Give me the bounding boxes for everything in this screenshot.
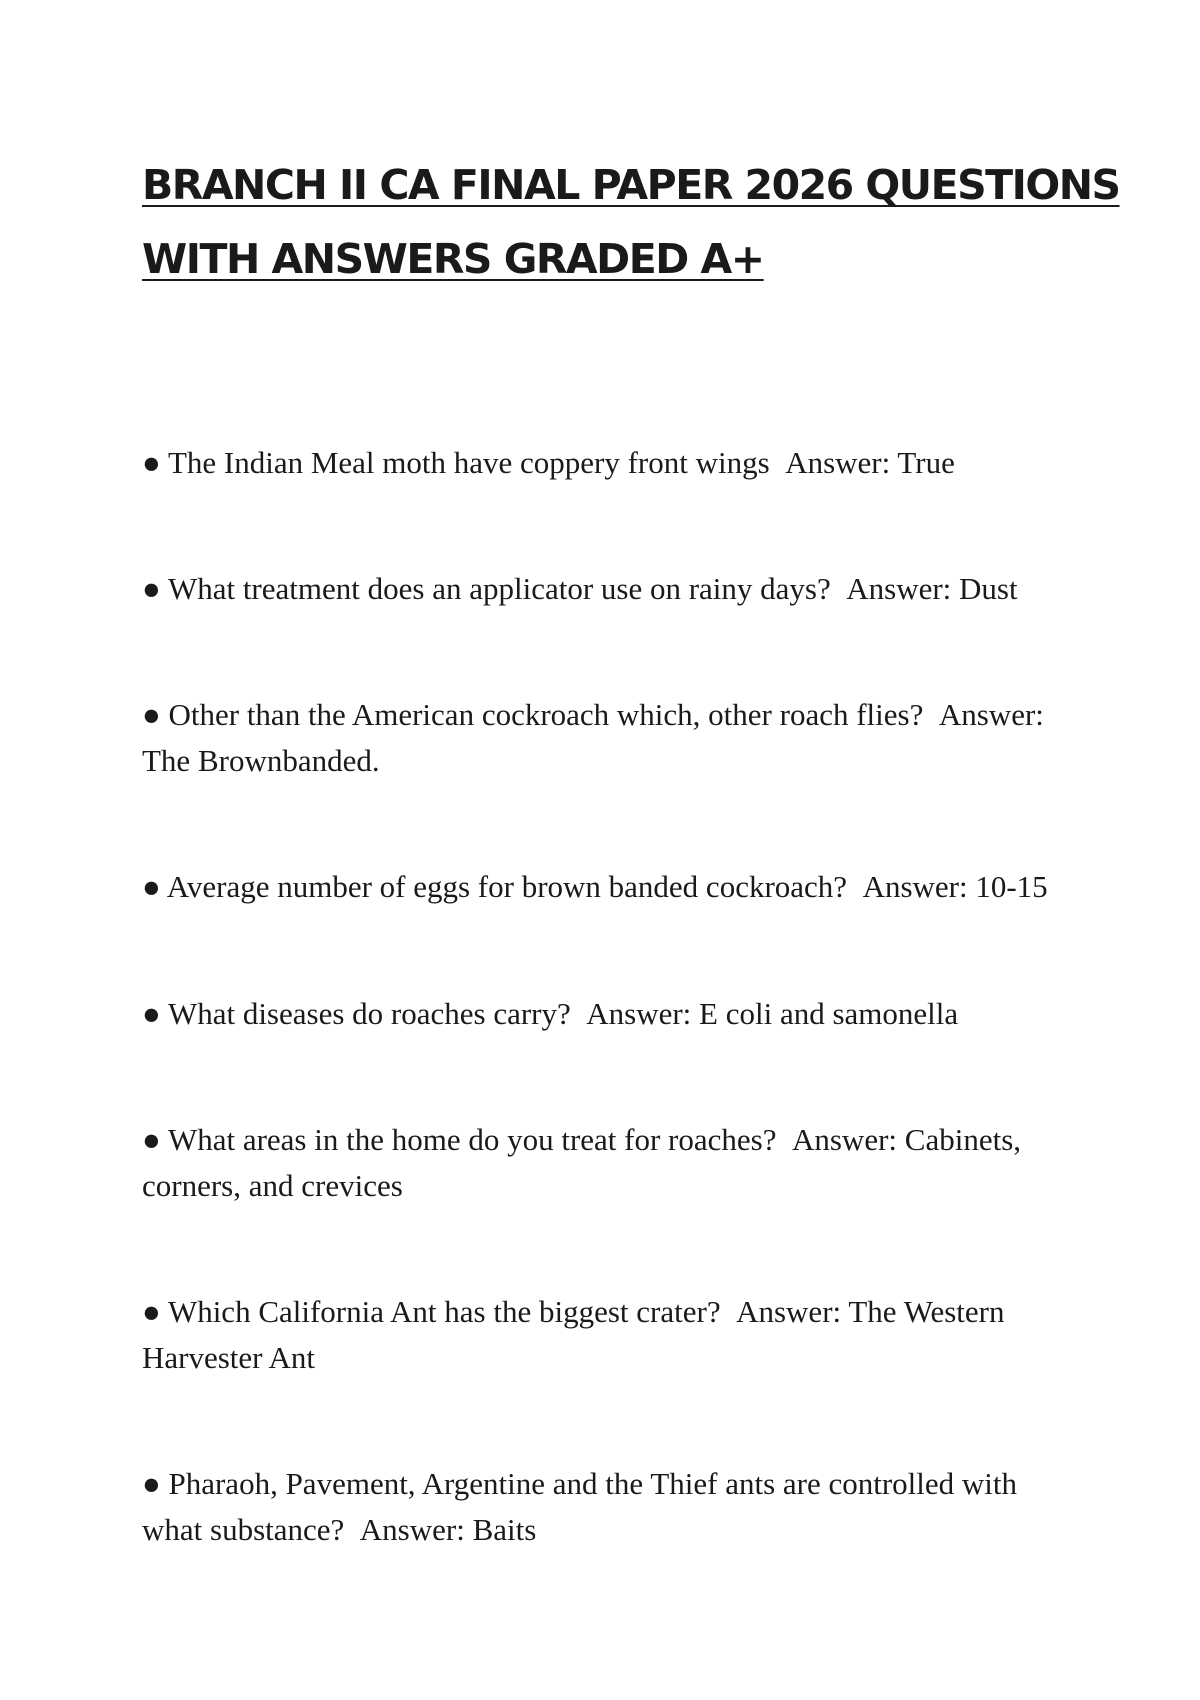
answer-text: Answer: Cabinets, corners, and crevices (142, 1122, 1022, 1203)
answer-text: Answer: E coli and samonella (586, 996, 959, 1031)
bullet-icon: ● (142, 869, 161, 904)
bullet-icon: ● (142, 697, 161, 732)
bullet-icon: ● (142, 571, 161, 606)
question-text: Which California Ant has the biggest crater? (167, 1294, 721, 1329)
answer-text: Answer: 10-15 (862, 869, 1048, 904)
title-line-2: WITH ANSWERS GRADED A+ (142, 235, 764, 283)
qa-item (142, 1461, 1072, 1553)
qa-item (142, 1289, 1072, 1381)
question-text: Average number of eggs for brown banded cockroach? (166, 869, 848, 904)
bullet-icon: ● (142, 996, 161, 1031)
qa-item (142, 864, 1072, 910)
qa-item (142, 566, 1072, 612)
title-line-1: BRANCH II CA FINAL PAPER 2026 QUESTIONS (142, 161, 1120, 209)
question-text: Other than the American cockroach which, other roach flies? (168, 697, 924, 732)
bullet-icon: ● (142, 1294, 161, 1329)
answer-text: Answer: The Brownbanded. (142, 697, 1044, 778)
qa-item (142, 1117, 1072, 1209)
answer-text: Answer: True (785, 445, 955, 480)
question-text: What treatment does an applicator use on rainy days? (167, 571, 831, 606)
bullet-icon: ● (142, 1122, 161, 1157)
question-text: Pharaoh, Pavement, Argentine and the Thief ants are controlled with what substance? (142, 1466, 1018, 1547)
question-text: What diseases do roaches carry? (167, 996, 571, 1031)
answer-text: Answer: Baits (359, 1512, 537, 1547)
answer-text: Answer: Dust (846, 571, 1018, 606)
qa-item (142, 692, 1072, 784)
qa-item (142, 991, 1072, 1037)
document-title (142, 148, 1120, 296)
question-text: What areas in the home do you treat for roaches? (167, 1122, 777, 1157)
answer-text: Answer: The Western Harvester Ant (142, 1294, 1005, 1375)
question-text: The Indian Meal moth have coppery front wings (167, 445, 770, 480)
qa-item (142, 440, 1072, 486)
bullet-icon: ● (142, 1466, 161, 1501)
bullet-icon: ● (142, 445, 161, 480)
